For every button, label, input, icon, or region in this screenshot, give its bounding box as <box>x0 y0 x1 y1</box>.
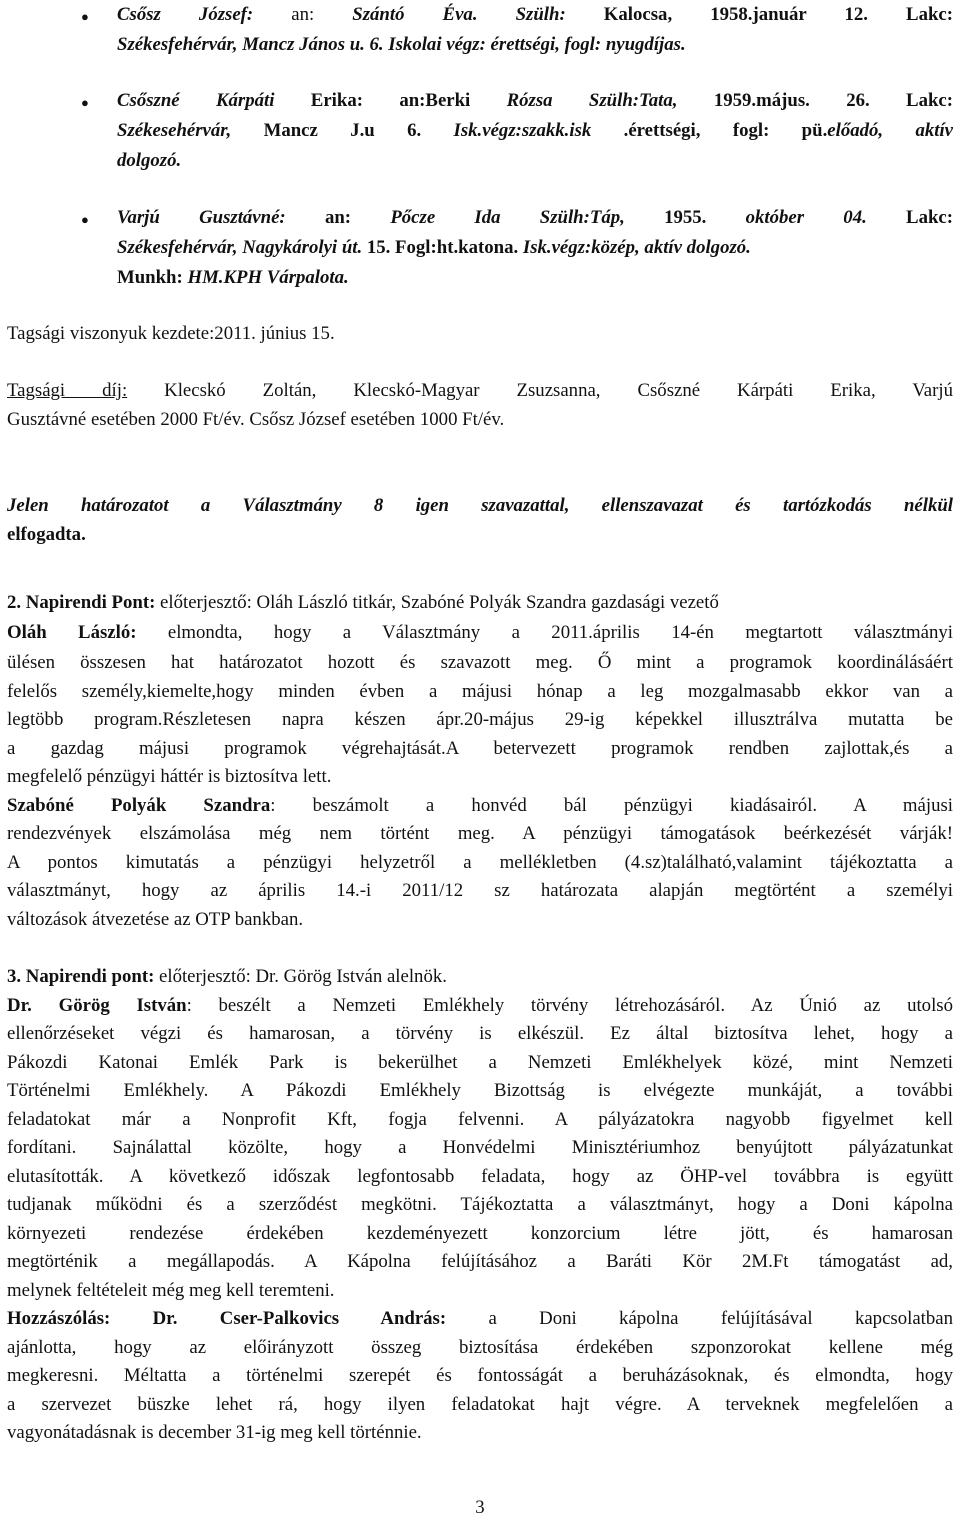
item2-line-6: megfelelő pénzügyi háttér is biztosítva lett. <box>7 766 332 787</box>
member-1-line-2 <box>117 33 953 57</box>
text-run: 1959.május. 26. Lakc: <box>677 90 953 111</box>
page-number: 3 <box>475 1497 485 1518</box>
item3-line-2: ellenőrzéseket végzi és hamarosan, a törvény is elkészül. Ez által biztosítva lehet, hogy a <box>7 1023 953 1044</box>
item3-line-9: környezeti rendezése érdekében kezdeményezett konzorcium létre jött, és hamarosan <box>7 1223 953 1244</box>
bullet-icon: ● <box>81 212 89 227</box>
item3-line-4: Történelmi Emlékhely. A Pákozdi Emlékhely Bizottság is elvégezte munkáját, a további <box>7 1080 953 1101</box>
text-run: Pőcze Ida Szülh:Táp, <box>390 207 625 228</box>
text-run: .érettségi, fogl: pü. <box>591 120 828 141</box>
item2-line-2: ülésen összesen hat határozatot hozott és szavazott meg. Ő mint a programok koordinálásáért <box>7 652 953 673</box>
text-run: előadó, aktív <box>827 120 953 141</box>
item3-line-5: feladatokat már a Nonprofit Kft, fogja felvenni. A pályázatokra nagyobb figyelmet kell <box>7 1109 953 1130</box>
text-run: 1955. <box>624 207 746 228</box>
item2-line-1 <box>7 621 953 645</box>
item2-speaker-2: Szabóné Polyák Szandra <box>7 795 271 816</box>
fee-line-1-text: Klecskó Zoltán, Klecskó-Magyar Zsuzsanna, Csőszné Kárpáti Erika, Varjú <box>127 380 953 401</box>
text-run: Csősz József: <box>117 4 254 25</box>
item2-line-3: felelős személy,kiemelte,hogy minden évben a májusi hónap a leg mozgalmasabb ekkor van a <box>7 681 953 702</box>
item2-line-1-text: elmondta, hogy a Választmány a 2011.április 14-én megtartott választmányi <box>136 622 953 643</box>
fee-line-2: Gusztávné esetében 2000 Ft/év. Csősz József esetében 1000 Ft/év. <box>7 409 505 430</box>
text-run: Munkh: <box>117 267 188 288</box>
member-3-line-2 <box>117 236 953 260</box>
fee-label: Tagsági díj: <box>7 380 128 401</box>
item3-line-3: Pákozdi Katonai Emlék Park is bekerülhet a Nemzeti Emlékhelyek közé, mint Nemzeti <box>7 1052 953 1073</box>
member-1-line-1 <box>117 3 953 27</box>
text-run: Kalocsa, 1958.január 12. Lakc: <box>565 4 953 25</box>
member-2-line-3 <box>117 149 953 173</box>
text-run: Erika: an:Berki <box>274 90 507 111</box>
item3-heading <box>7 965 953 989</box>
item2-line-10: választmányt, hogy az április 14.-i 2011/12 sz határozata alapján megtörtént a személyi <box>7 880 953 901</box>
item2-line-7 <box>7 794 953 818</box>
text-run: Varjú Gusztávné: <box>117 207 286 228</box>
item2-speaker-1: Oláh László: <box>7 622 137 643</box>
item3-comment-label: Hozzászólás: Dr. Cser-Palkovics András: <box>7 1308 447 1329</box>
membership-start: Tagsági viszonyuk kezdete:2011. június 15. <box>7 323 335 344</box>
text-run: Rózsa Szülh:Tata, <box>506 90 678 111</box>
item3-comment-line-1-text: a Doni kápolna felújításával kapcsolatban <box>446 1308 953 1329</box>
text-run: Székesehérvár, <box>117 120 232 141</box>
item3-speaker-name: Görög István <box>31 995 187 1016</box>
item3-line-11: melynek feltételeit még meg kell teremteni. <box>7 1280 335 1301</box>
text-run: Isk.végz:szakk.isk <box>453 120 592 141</box>
item3-speaker-title: Dr. <box>7 995 32 1016</box>
item2-line-5: a gazdag májusi programok végrehajtását.A betervezett programok rendben zajlottak,és a <box>7 738 953 759</box>
member-2-line-1 <box>117 89 953 113</box>
item3-comment-line-3: megkeresni. Méltatta a történelmi szerepét és fontosságát a beruházásoknak, és elmondta, hogy <box>7 1365 953 1386</box>
member-3-line-1 <box>117 206 953 230</box>
text-run: Székesfehérvár, Nagykárolyi út. <box>117 237 363 258</box>
item3-comment-line-5: vagyonátadásnak is december 31-ig meg kell történnie. <box>7 1422 422 1443</box>
item2-heading-label: Napirendi Pont: <box>25 592 156 613</box>
text-run: dolgozó. <box>117 150 182 171</box>
bullet-icon: ● <box>81 95 89 110</box>
fee-line-1 <box>7 379 953 403</box>
text-run: an: <box>285 207 391 228</box>
resolution-line-2: elfogadta. <box>7 524 86 545</box>
item2-line-11: változások átvezetése az OTP bankban. <box>7 909 304 930</box>
item3-comment-line-2: ajánlotta, hogy az előirányzott összeg biztosítása érdekében szponzorokat kellene még <box>7 1337 953 1358</box>
item3-line-7: elutasították. A következő időszak legfontosabb feladata, hogy az ÖHP-vel továbbra is együtt <box>7 1166 953 1187</box>
item2-heading-text: előterjesztő: Oláh László titkár, Szabóné Polyák Szandra gazdasági vezető <box>155 592 719 613</box>
item3-line-1-text: : beszélt a Nemzeti Emlékhely törvény létrehozásáról. Az Únió az utolsó <box>186 995 953 1016</box>
item3-line-1 <box>7 994 953 1018</box>
item2-heading <box>7 591 953 615</box>
text-run: Mancz J.u 6. <box>231 120 454 141</box>
item2-line-4: legtöbb program.Részletesen napra készen ápr.20-május 29-ig képekkel illusztrálva mutatta be <box>7 709 953 730</box>
resolution-line-1: Jelen határozatot a Választmány 8 igen szavazattal, ellenszavazat és tartózkodás nélkül <box>7 495 953 516</box>
text-run: Székesfehérvár, Mancz János u. 6. Iskolai végz: érettségi, fogl: nyugdíjas. <box>117 34 686 55</box>
text-run: Szántó Éva. Szülh: <box>352 4 566 25</box>
text-run: 15. Fogl:ht.katona. <box>362 237 523 258</box>
item2-line-9: A pontos kimutatás a pénzügyi helyzetről a mellékletben (4.sz)található,valamint tájékoztatta a <box>7 852 953 873</box>
item2-line-8: rendezvények elszámolása még nem történt meg. A pénzügyi támogatások beérkezését várják! <box>7 823 953 844</box>
item3-heading-label: 3. Napirendi pont: <box>7 966 155 987</box>
text-run: an: <box>253 4 353 25</box>
item3-heading-text: előterjesztő: Dr. Görög István alelnök. <box>154 966 447 987</box>
item3-line-6: fordítani. Sajnálattal közölte, hogy a Honvédelmi Minisztériumhoz benyújtott pályázatunkat <box>7 1137 953 1158</box>
item2-heading-number: 2. <box>7 592 26 613</box>
member-3-line-3 <box>117 266 953 290</box>
text-run: Lakc: <box>866 207 953 228</box>
item2-line-7-text: : beszámolt a honvéd bál pénzügyi kiadásairól. A májusi <box>270 795 953 816</box>
item3-line-8: tudjanak működni és a szerződést megkötni. Tájékoztatta a választmányt, hogy a Doni kápolna <box>7 1194 953 1215</box>
text-run: Isk.végz:közép, aktív dolgozó. <box>522 237 751 258</box>
item3-comment-line-4: a szervezet büszke lehet rá, hogy ilyen feladatokat hajt végre. A terveknek megfelelően a <box>7 1394 953 1415</box>
member-2-line-2 <box>117 119 953 143</box>
item3-line-10: megtörténik a megállapodás. A Kápolna felújításához a Baráti Kör 2M.Ft támogatást ad, <box>7 1251 953 1272</box>
bullet-icon: ● <box>81 9 89 24</box>
text-run: Csőszné Kárpáti <box>117 90 275 111</box>
text-run: október 04. <box>745 207 867 228</box>
item3-comment-line-1 <box>7 1307 953 1331</box>
text-run: HM.KPH Várpalota. <box>187 267 349 288</box>
